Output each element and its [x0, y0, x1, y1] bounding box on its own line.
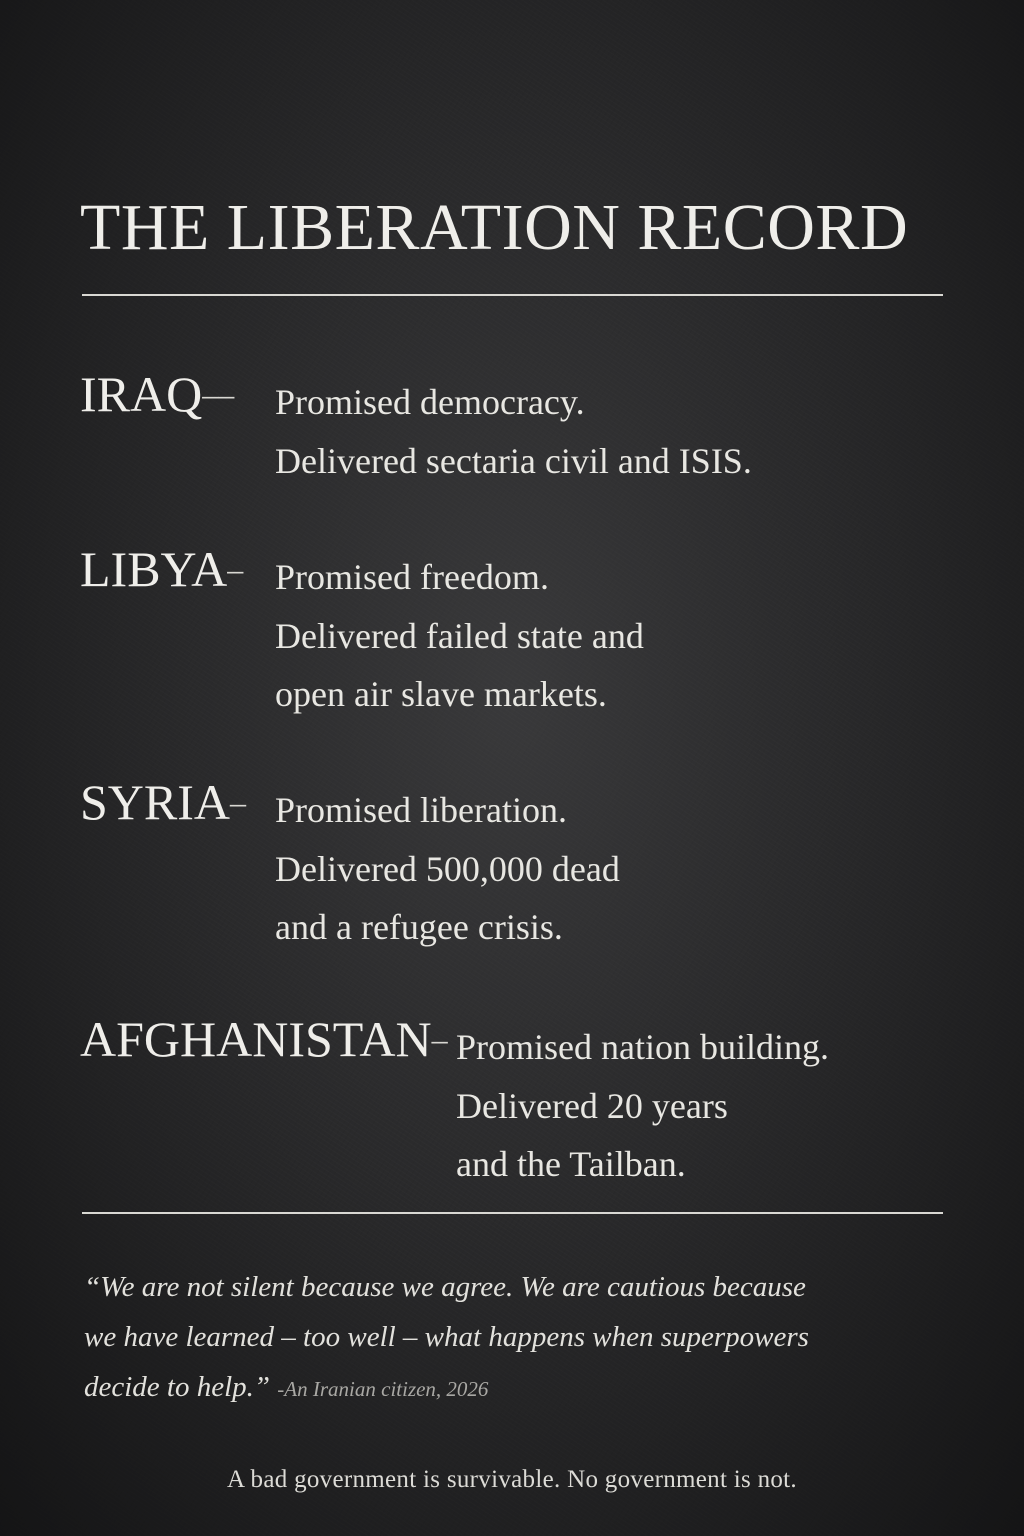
promise-line: Promised nation building. — [456, 1027, 829, 1067]
entry-lines — [275, 548, 644, 724]
outcome-line: Delivered sectaria civil and ISIS. — [275, 440, 752, 481]
separator-dash: – — [227, 551, 244, 587]
quote-line: “We are not silent because we agree. We are cautious because — [84, 1271, 806, 1303]
entry-iraq — [80, 365, 960, 481]
promise-line: Promised liberation. — [275, 790, 567, 830]
entry-lines — [456, 1018, 829, 1194]
outcome-line: and the Tailban. — [456, 1144, 686, 1184]
bottom-divider — [82, 1212, 943, 1214]
entry-lines — [275, 373, 752, 490]
footer-tagline: A bad government is survivable. No government is not. — [227, 1466, 797, 1493]
entry-syria — [80, 773, 960, 947]
promise-line: Promised freedom. — [275, 557, 549, 597]
country-name: AFGHANISTAN — [80, 1011, 432, 1067]
quote-text: decide to help.” — [84, 1371, 271, 1403]
country-name: SYRIA — [80, 774, 231, 830]
outcome-line: open air slave markets. — [275, 674, 607, 714]
entry-lines — [275, 781, 620, 957]
outcome-line: Delivered failed state and — [275, 615, 644, 656]
page-title: THE LIBERATION RECORD — [80, 191, 909, 264]
quote-line: we have learned – too well – what happens when superpowers — [84, 1321, 809, 1353]
country-name: IRAQ — [80, 366, 203, 422]
separator-dash: – — [431, 1021, 448, 1057]
top-divider — [82, 294, 943, 296]
quote-attribution: -An Iranian citizen, 2026 — [277, 1377, 489, 1401]
outcome-line: Delivered 20 years — [456, 1085, 728, 1126]
outcome-line: and a refugee crisis. — [275, 907, 563, 947]
quote-block — [84, 1262, 954, 1414]
separator-dash: – — [230, 784, 247, 820]
separator-dash: –– — [202, 376, 235, 412]
entry-libya — [80, 540, 960, 714]
quote-line-last — [84, 1362, 954, 1414]
promise-line: Promised democracy. — [275, 382, 585, 422]
country-name: LIBYA — [80, 541, 228, 597]
outcome-line: Delivered 500,000 dead — [275, 848, 620, 889]
entry-afghanistan — [80, 1010, 960, 1184]
